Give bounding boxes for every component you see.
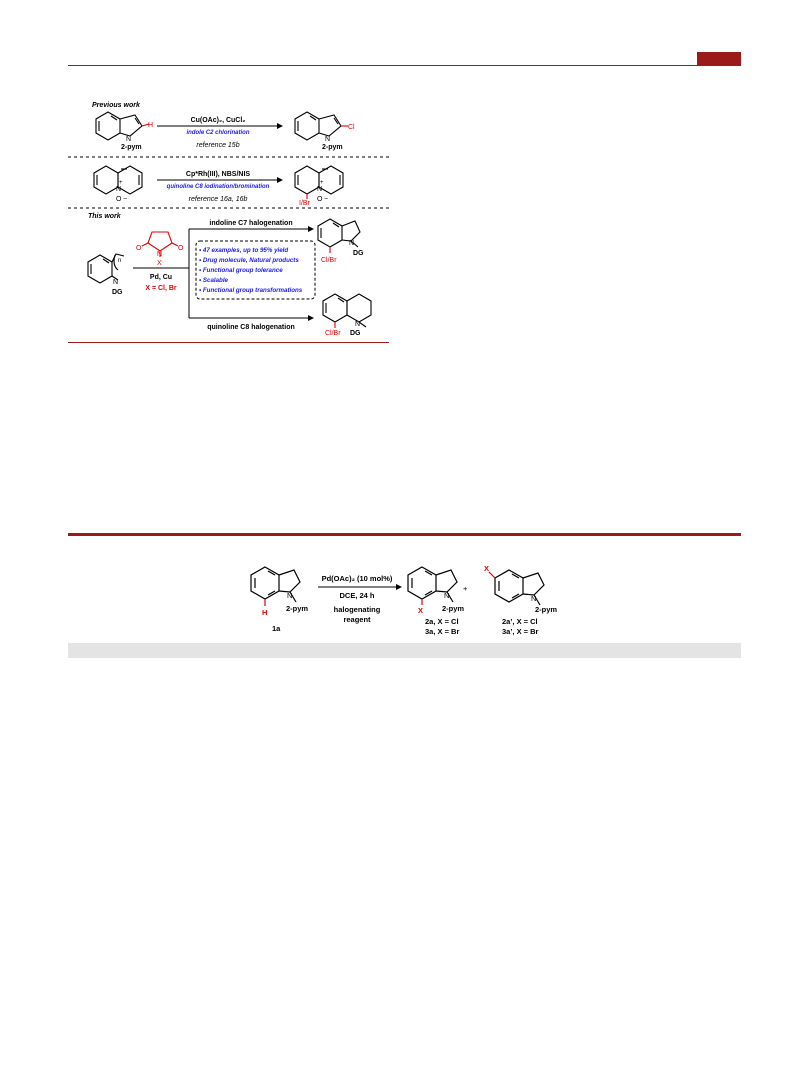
cl-atom: Cl [348, 124, 355, 131]
n-atom: N [531, 594, 537, 603]
x-definition: X = Cl, Br [145, 285, 177, 292]
pym-label: 2-pym [286, 604, 309, 613]
upper-arrow-label: indoline C7 halogenation [209, 220, 293, 227]
feature-item: • Drug molecule, Natural products [199, 257, 299, 264]
halo-label: I/Br [299, 200, 310, 207]
row2-reagent: Cp*Rh(III), NBS/NIS [185, 171, 251, 178]
this-work-label: This work [88, 213, 121, 220]
minus-charge: − [324, 196, 329, 203]
row2-reference: reference 16a, 16b [188, 196, 248, 203]
feature-item: • Scalable [199, 277, 228, 284]
n-atom: N [116, 186, 122, 193]
n-atom: N [317, 186, 323, 193]
n-subscript: n [118, 258, 122, 264]
plus-charge: + [119, 180, 123, 186]
indoline-substrate-1a [251, 567, 300, 606]
previous-work-label: Previous work [92, 102, 140, 109]
feature-item: • Functional group transformations [199, 287, 303, 294]
dg-label: DG [350, 330, 361, 337]
minus-charge: − [123, 196, 128, 203]
c7-product [408, 567, 457, 605]
n-atom: N [113, 279, 119, 286]
n-atom: N [349, 240, 355, 247]
substrate-pym-label: 2-pym [121, 144, 142, 151]
feature-item: • Functional group tolerance [199, 267, 283, 274]
figure-bottom-rule [68, 342, 389, 343]
conditions: Pd, Cu [149, 274, 173, 281]
x-atom: X [418, 606, 424, 615]
halo-quinoline-n-oxide [295, 166, 343, 199]
plus-sign: + [463, 584, 468, 593]
halogenating-word: halogenating [333, 605, 381, 614]
c7-halo-indoline [318, 219, 360, 253]
n-atom: N [157, 251, 163, 258]
feature-item: • 47 examples, up to 95% yield [199, 247, 289, 254]
c8-halo-tetrahydroquinoline [323, 294, 371, 328]
o-atom: O [136, 245, 142, 252]
chloroindole-product [295, 112, 348, 140]
dg-label: DG [353, 250, 364, 257]
n-atom: N [325, 136, 331, 143]
pym-label: 2-pym [442, 604, 465, 613]
compound-1a-label: 1a [272, 624, 281, 633]
n-atom: N [287, 591, 293, 600]
lower-arrow-label: quinoline C8 halogenation [207, 324, 295, 331]
plus-charge: + [320, 180, 324, 186]
o-atom: O [178, 245, 184, 252]
x-atom: X [157, 260, 162, 267]
row1-reference: reference 15b [196, 142, 240, 149]
row1-reagent: Cu(OAc)₂, CuCl₂ [190, 117, 246, 124]
table-header-row [68, 643, 741, 658]
n-atom: N [444, 591, 450, 600]
product-2a-3a-line2: 3a, X = Br [425, 627, 460, 636]
solvent-time: DCE, 24 h [339, 591, 375, 600]
n-atom: N [355, 321, 361, 328]
product-2a-prime-line2: 3a’, X = Br [502, 627, 539, 636]
o-atom: O [116, 196, 122, 203]
feature-list [199, 247, 303, 294]
pym-label: 2-pym [535, 605, 558, 614]
halo-label: Cl/Br [325, 330, 341, 337]
product-2a-prime-line1: 2a’, X = Cl [502, 617, 538, 626]
h-atom: H [148, 122, 154, 129]
dg-label: DG [112, 289, 123, 296]
product-pym-label: 2-pym [322, 144, 343, 151]
halo-label: Cl/Br [321, 257, 337, 264]
row2-note: quinoline C8 iodination/bromination [166, 184, 270, 190]
reagent-word: reagent [343, 615, 371, 624]
table-scheme [251, 564, 557, 636]
product-2a-3a-line1: 2a, X = Cl [425, 617, 459, 626]
indole-substrate [96, 112, 149, 140]
row1-note: indole C2 chlorination [186, 130, 250, 136]
h-atom: H [262, 608, 268, 617]
o-atom: O [317, 196, 323, 203]
x-atom: X [484, 564, 490, 573]
catalyst: Pd(OAc)₂ (10 mol%) [321, 574, 393, 583]
table-top-rule [68, 533, 741, 536]
n-atom: N [126, 136, 132, 143]
